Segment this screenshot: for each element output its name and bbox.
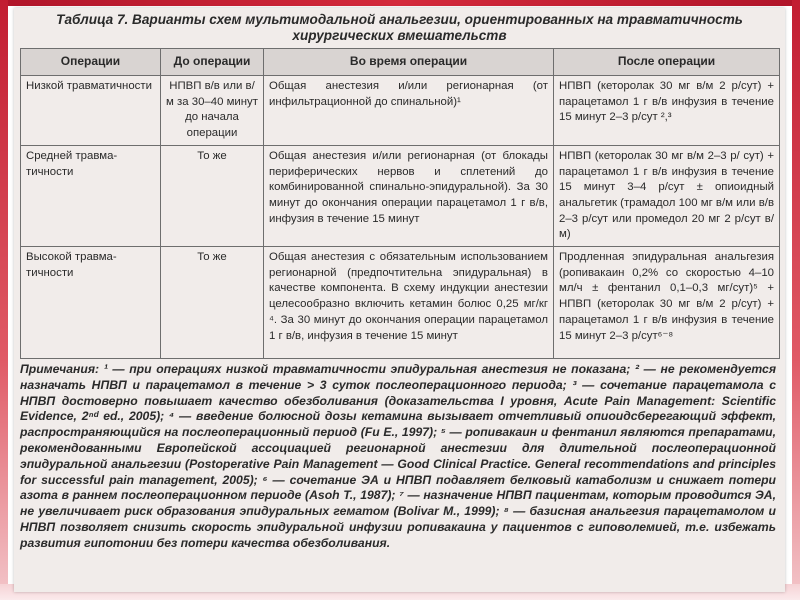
table-row xyxy=(21,145,780,246)
table-row xyxy=(21,247,780,359)
cell-operation: Низкой травматичности xyxy=(21,76,161,146)
cell-after: НПВП (кеторолак 30 мг в/м 2 р/сут) + парацетамол 1 г в/в инфузия в течение 15 минут 2–3 р/сут ²,³ xyxy=(554,76,780,146)
cell-before: То же xyxy=(161,247,264,359)
column-header-during: Во время операции xyxy=(264,49,554,76)
table-notes: Примечания: ¹ — при операциях низкой травматичности эпидуральная анестезия не показана; ² — не рекомендуется назначать НПВП и парацетамол в течение > 3 суток послеоперационного периода; ³ — сочетание парацетамола с НПВП достоверно повышает качество обезболивания (доказательства I уровня, Acute Pain Management: Scientific Evidence, 2ⁿᵈ ed., 2005); ⁴ — введение болюсной дозы кетамина вызывает отчетливый опиоидсберегающий эффект, распространяющийся на послеоперационный период (Fu E., 1997); ⁵ — ропивакаин и фентанил являются препаратами, рекомендованными Европейской ассоциацией регионарной анестезии для длительной послеоперационной эпидуральной анальгезии (Postoperative Pain Management — Good Clinical Practice. General recommendations and principles for successful pain management, 2005); ⁶ — сочетание ЭА и НПВП подавляет белковый катаболизм и снижает потери азота в раннем послеоперационном периоде (Asoh T., 1987); ⁷ — назначение НПВП пациентам, которым проводится ЭА, не увеличивает риск образования эпидуральных гематом (Bolivar M., 1999); ⁸ — базисная анальгезия парацетамолом и НПВП позволяет снизить скорость эпидуральной инфузии ропивакаина у пациентов с гиповолемией, т.е. избежать развития гипотонии без потери качества обезболивания. xyxy=(20,362,776,550)
slide-right-border xyxy=(792,0,800,600)
analgesia-table xyxy=(20,48,780,359)
cell-after: Продленная эпидуральная анальгезия (ропивакаин 0,2% со скоростью 4–10 мл/ч ± фентанил 0,1–0,3 мг/сут)⁵ + НПВП (кеторолак 30 мг в/м 2 р/сут) + парацетамол 1 г в/в инфузия в течение 15 минут 2–3 р/сут⁶⁻⁸ xyxy=(554,247,780,359)
cell-before: НПВП в/в или в/м за 30–40 минут до начала операции xyxy=(161,76,264,146)
cell-after: НПВП (кеторолак 30 мг в/м 2–3 р/ сут) + парацетамол 1 г в/в инфузия в течение 15 минут 3–4 р/сут ± опиоидный анальгетик (трамадол 100 мг в/м или в/в 2–3 р/сут или промедол 20 мг 2 р/сут в/м) xyxy=(554,145,780,246)
slide-left-border xyxy=(0,0,8,600)
document-page xyxy=(14,8,785,592)
column-header-operations: Операции xyxy=(21,49,161,76)
cell-operation: Средней травматичности xyxy=(21,145,161,246)
cell-during: Общая анестезия с обязательным использованием регионарной (предпочтительна эпидуральная) в качестве компонента. В схему индукции анестезии целесообразно включить кетамин болюс 0,25 мг/кг ⁴. За 30 минут до окончания операции парацетамол 1 г в/в, инфузия в течение 15 минут xyxy=(264,247,554,359)
cell-operation: Высокой травматичности xyxy=(21,247,161,359)
slide-top-border xyxy=(0,0,800,6)
table-header-row xyxy=(21,49,780,76)
cell-during: Общая анестезия и/или регионарная (от инфильтрационной до спинальной)¹ xyxy=(264,76,554,146)
table-row xyxy=(21,76,780,146)
cell-before: То же xyxy=(161,145,264,246)
table-title: Таблица 7. Варианты схем мультимодальной анальгезии, ориентированных на травматичность хирургических вмешательств xyxy=(56,12,743,43)
column-header-before: До операции xyxy=(161,49,264,76)
cell-during: Общая анестезия и/или регионарная (от блокады периферических нервов и сплетений до комбинированной спинально-эпидуральной). За 30 минут до окончания операции парацетамол 1 г в/в, инфузия в течение 15 минут xyxy=(264,145,554,246)
column-header-after: После операции xyxy=(554,49,780,76)
